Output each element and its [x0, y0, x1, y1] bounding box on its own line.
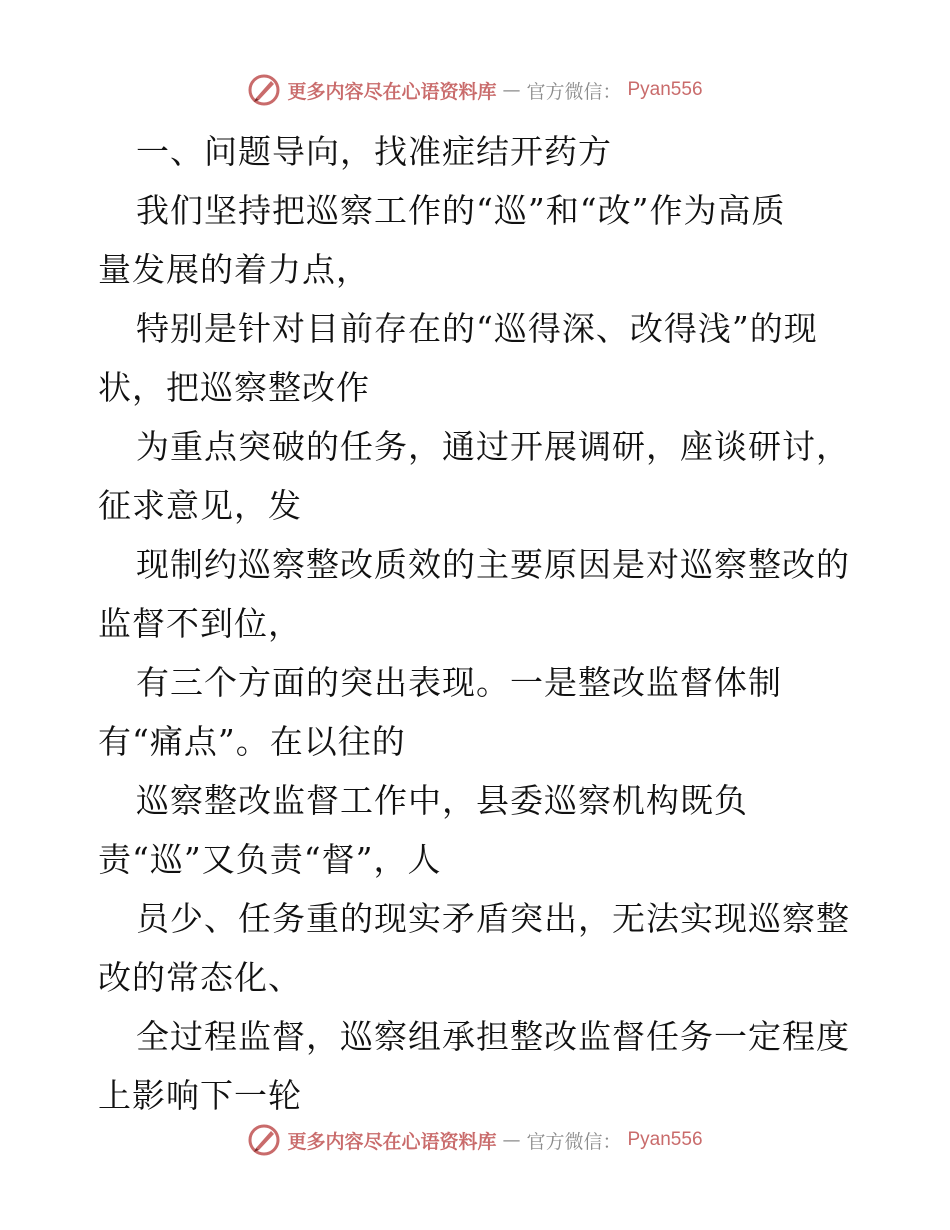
paragraph-line: 我们坚持把巡察工作的“巡”和“改”作为高质 [136, 191, 786, 230]
paragraph-line: 巡察整改监督工作中，县委巡察机构既负 [136, 781, 748, 820]
paragraph-line: 责“巡”又负责“督”，人 [98, 840, 442, 879]
banner-dash: — [502, 1129, 521, 1151]
paragraph-line: 有三个方面的突出表现。一是整改监督体制 [136, 663, 782, 702]
paragraph-line: 特别是针对目前存在的“巡得深、改得浅”的现 [136, 309, 818, 348]
paragraph-line: 改的常态化、 [98, 958, 302, 997]
paragraph-line: 现制约巡察整改质效的主要原因是对巡察整改的 [136, 545, 850, 584]
banner-main-text: 更多内容尽在心语资料库 [287, 80, 497, 103]
document-body [98, 122, 858, 1125]
quill-pen-logo-icon [247, 73, 281, 107]
section-heading: 一、问题导向，找准症结开药方 [136, 132, 612, 171]
banner-main-text: 更多内容尽在心语资料库 [287, 1130, 497, 1153]
paragraph-line: 征求意见，发 [98, 486, 302, 525]
quill-pen-logo-icon [247, 1123, 281, 1157]
paragraph-line: 量发展的着力点， [98, 250, 370, 289]
banner-wechat-label: 官方微信： [526, 80, 622, 103]
paragraph-line: 状，把巡察整改作 [98, 368, 370, 407]
banner-dash: — [502, 79, 521, 101]
paragraph-line: 监督不到位， [98, 604, 302, 643]
paragraph-line: 全过程监督，巡察组承担整改监督任务一定程度 [136, 1017, 850, 1056]
paragraph-line: 员少、任务重的现实矛盾突出，无法实现巡察整 [136, 899, 850, 938]
banner-wechat-id: Pyan556 [627, 1129, 703, 1150]
footer-banner [0, 1120, 950, 1160]
banner-wechat-label: 官方微信： [526, 1130, 622, 1153]
paragraph-line: 上影响下一轮 [98, 1076, 302, 1115]
paragraph-line: 有“痛点”。在以往的 [98, 722, 406, 761]
banner-wechat-id: Pyan556 [627, 79, 703, 100]
paragraph-line: 为重点突破的任务，通过开展调研，座谈研讨， [136, 427, 850, 466]
header-banner [0, 70, 950, 110]
